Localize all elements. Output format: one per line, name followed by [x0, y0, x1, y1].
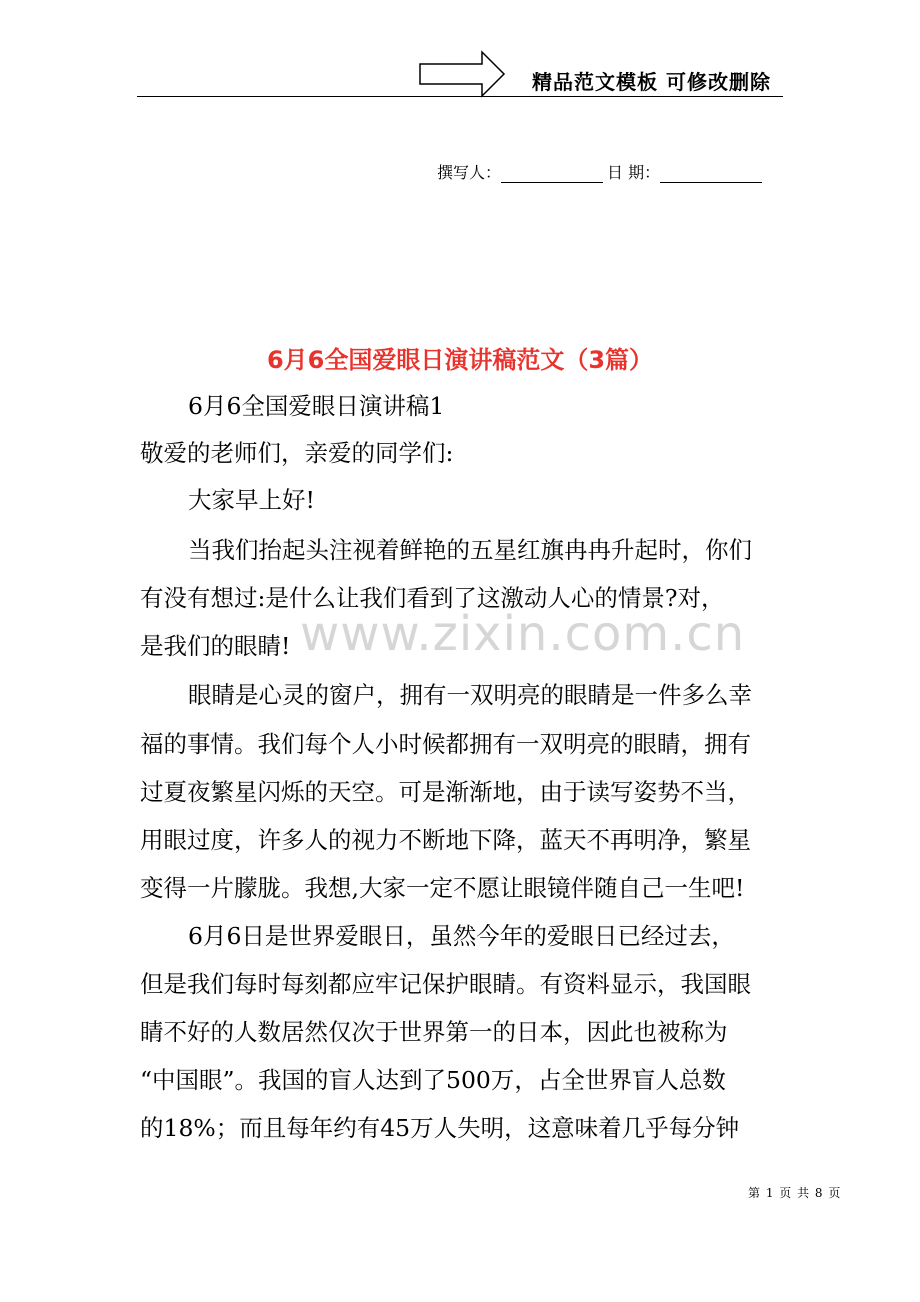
body-line: 有没有想过:是什么让我们看到了这激动人心的情景?对， — [140, 584, 725, 612]
body-line: 但是我们每时每刻都应牢记保护眼睛。有资料显示，我国眼 — [140, 970, 751, 998]
date-label: 日 期： — [607, 163, 661, 182]
body-line: 过夏夜繁星闪烁的天空。可是渐渐地，由于读写姿势不当， — [140, 778, 751, 806]
document-title: 6月6全国爱眼日演讲稿范文（3篇） — [266, 346, 654, 374]
body-line: “中国眼”。我国的盲人达到了500万，占全世界盲人总数 — [140, 1066, 726, 1094]
body-line: 用眼过度，许多人的视力不断地下降，蓝天不再明净，繁星 — [140, 826, 751, 854]
date-blank-line — [660, 163, 762, 183]
body-line: 敬爱的老师们，亲爱的同学们: — [140, 439, 454, 467]
body-line: 大家早上好! — [188, 486, 315, 514]
body-line: 变得一片朦胧。我想,大家一定不愿让眼镜伴随自己一生吧! — [140, 874, 745, 902]
header-divider — [137, 96, 783, 97]
body-line: 睛不好的人数居然仅次于世界第一的日本，因此也被称为 — [140, 1018, 728, 1046]
body-line: 的18%；而且每年约有45万人失明，这意味着几乎每分钟 — [140, 1114, 740, 1142]
header-label: 精品范文模板 可修改删除 — [532, 70, 771, 94]
author-label: 撰写人： — [437, 163, 502, 182]
body-line: 当我们抬起头注视着鲜艳的五星红旗冉冉升起时，你们 — [188, 536, 752, 564]
page-number: 第 1 页 共 8 页 — [748, 1186, 842, 1200]
right-arrow-outline-icon — [418, 50, 508, 98]
watermark: www.zixin.com.cn — [300, 606, 746, 662]
body-line: 是我们的眼睛! — [140, 632, 291, 660]
body-line: 福的事情。我们每个人小时候都拥有一双明亮的眼睛，拥有 — [140, 730, 751, 758]
body-line: 6月6全国爱眼日演讲稿1 — [188, 392, 445, 420]
author-date-row — [437, 160, 762, 183]
body-line: 眼睛是心灵的窗户，拥有一双明亮的眼睛是一件多么幸 — [188, 681, 752, 709]
author-blank-line — [501, 163, 603, 183]
body-line: 6月6日是世界爱眼日，虽然今年的爱眼日已经过去， — [188, 922, 735, 950]
